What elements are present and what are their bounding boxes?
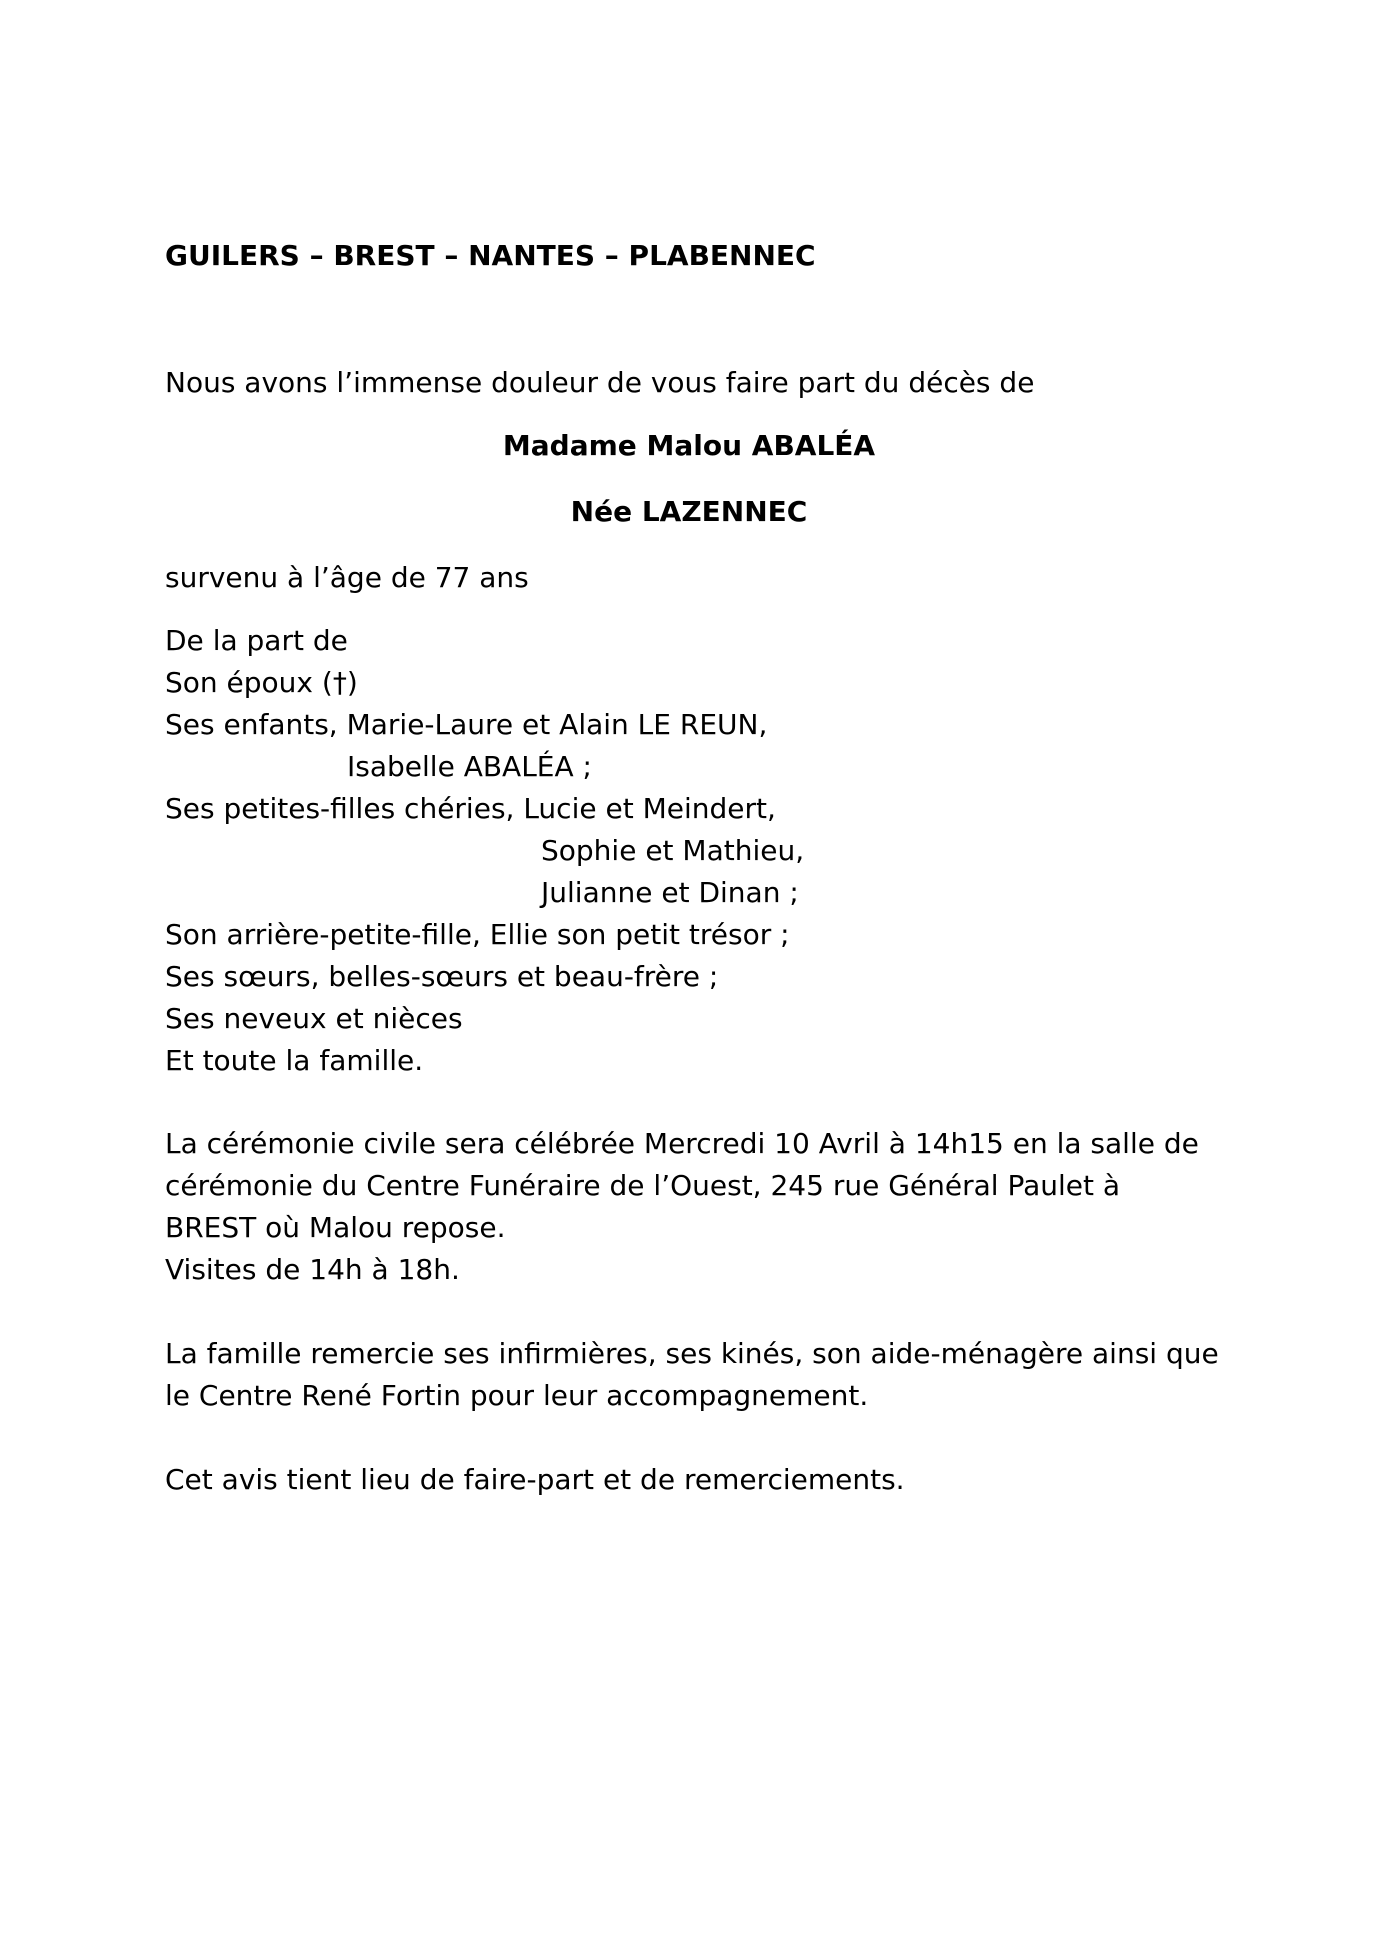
ceremony-line: Visites de 14h à 18h. <box>165 1253 460 1286</box>
ceremony-line: BREST où Malou repose. <box>165 1211 506 1244</box>
age-text: survenu à l’âge de 77 ans <box>165 561 529 594</box>
family-line: Ses sœurs, belles-sœurs et beau-frère ; <box>165 960 719 993</box>
family-line: De la part de <box>165 624 348 657</box>
ceremony-line: La cérémonie civile sera célébrée Mercredi 10 Avril à 14h15 en la salle de <box>165 1127 1199 1160</box>
closing-text: Cet avis tient lieu de faire-part et de remerciements. <box>165 1463 905 1496</box>
thanks-line: La famille remercie ses infirmières, ses kinés, son aide-ménagère ainsi que <box>165 1337 1219 1370</box>
family-line: Ses petites-filles chéries, Lucie et Meindert, <box>165 792 776 825</box>
family-line: Son arrière-petite-fille, Ellie son petit trésor ; <box>165 918 790 951</box>
ceremony-line: cérémonie du Centre Funéraire de l’Ouest, 245 rue Général Paulet à <box>165 1169 1121 1202</box>
family-line: Isabelle ABALÉA ; <box>347 750 592 783</box>
family-line: Julianne et Dinan ; <box>541 876 799 909</box>
family-line: Sophie et Mathieu, <box>541 834 805 867</box>
thanks-line: le Centre René Fortin pour leur accompagnement. <box>165 1379 869 1412</box>
intro-text: Nous avons l’immense douleur de vous faire part du décès de <box>165 366 1035 399</box>
maiden-name: Née LAZENNEC <box>570 495 808 528</box>
family-line: Ses neveux et nièces <box>165 1002 463 1035</box>
family-line: Ses enfants, Marie-Laure et Alain LE REUN, <box>165 708 768 741</box>
family-line: Et toute la famille. <box>165 1044 424 1077</box>
family-line: Son époux (†) <box>165 666 358 699</box>
towns-heading: GUILERS – BREST – NANTES – PLABENNEC <box>165 239 816 272</box>
deceased-name: Madame Malou ABALÉA <box>502 429 876 462</box>
